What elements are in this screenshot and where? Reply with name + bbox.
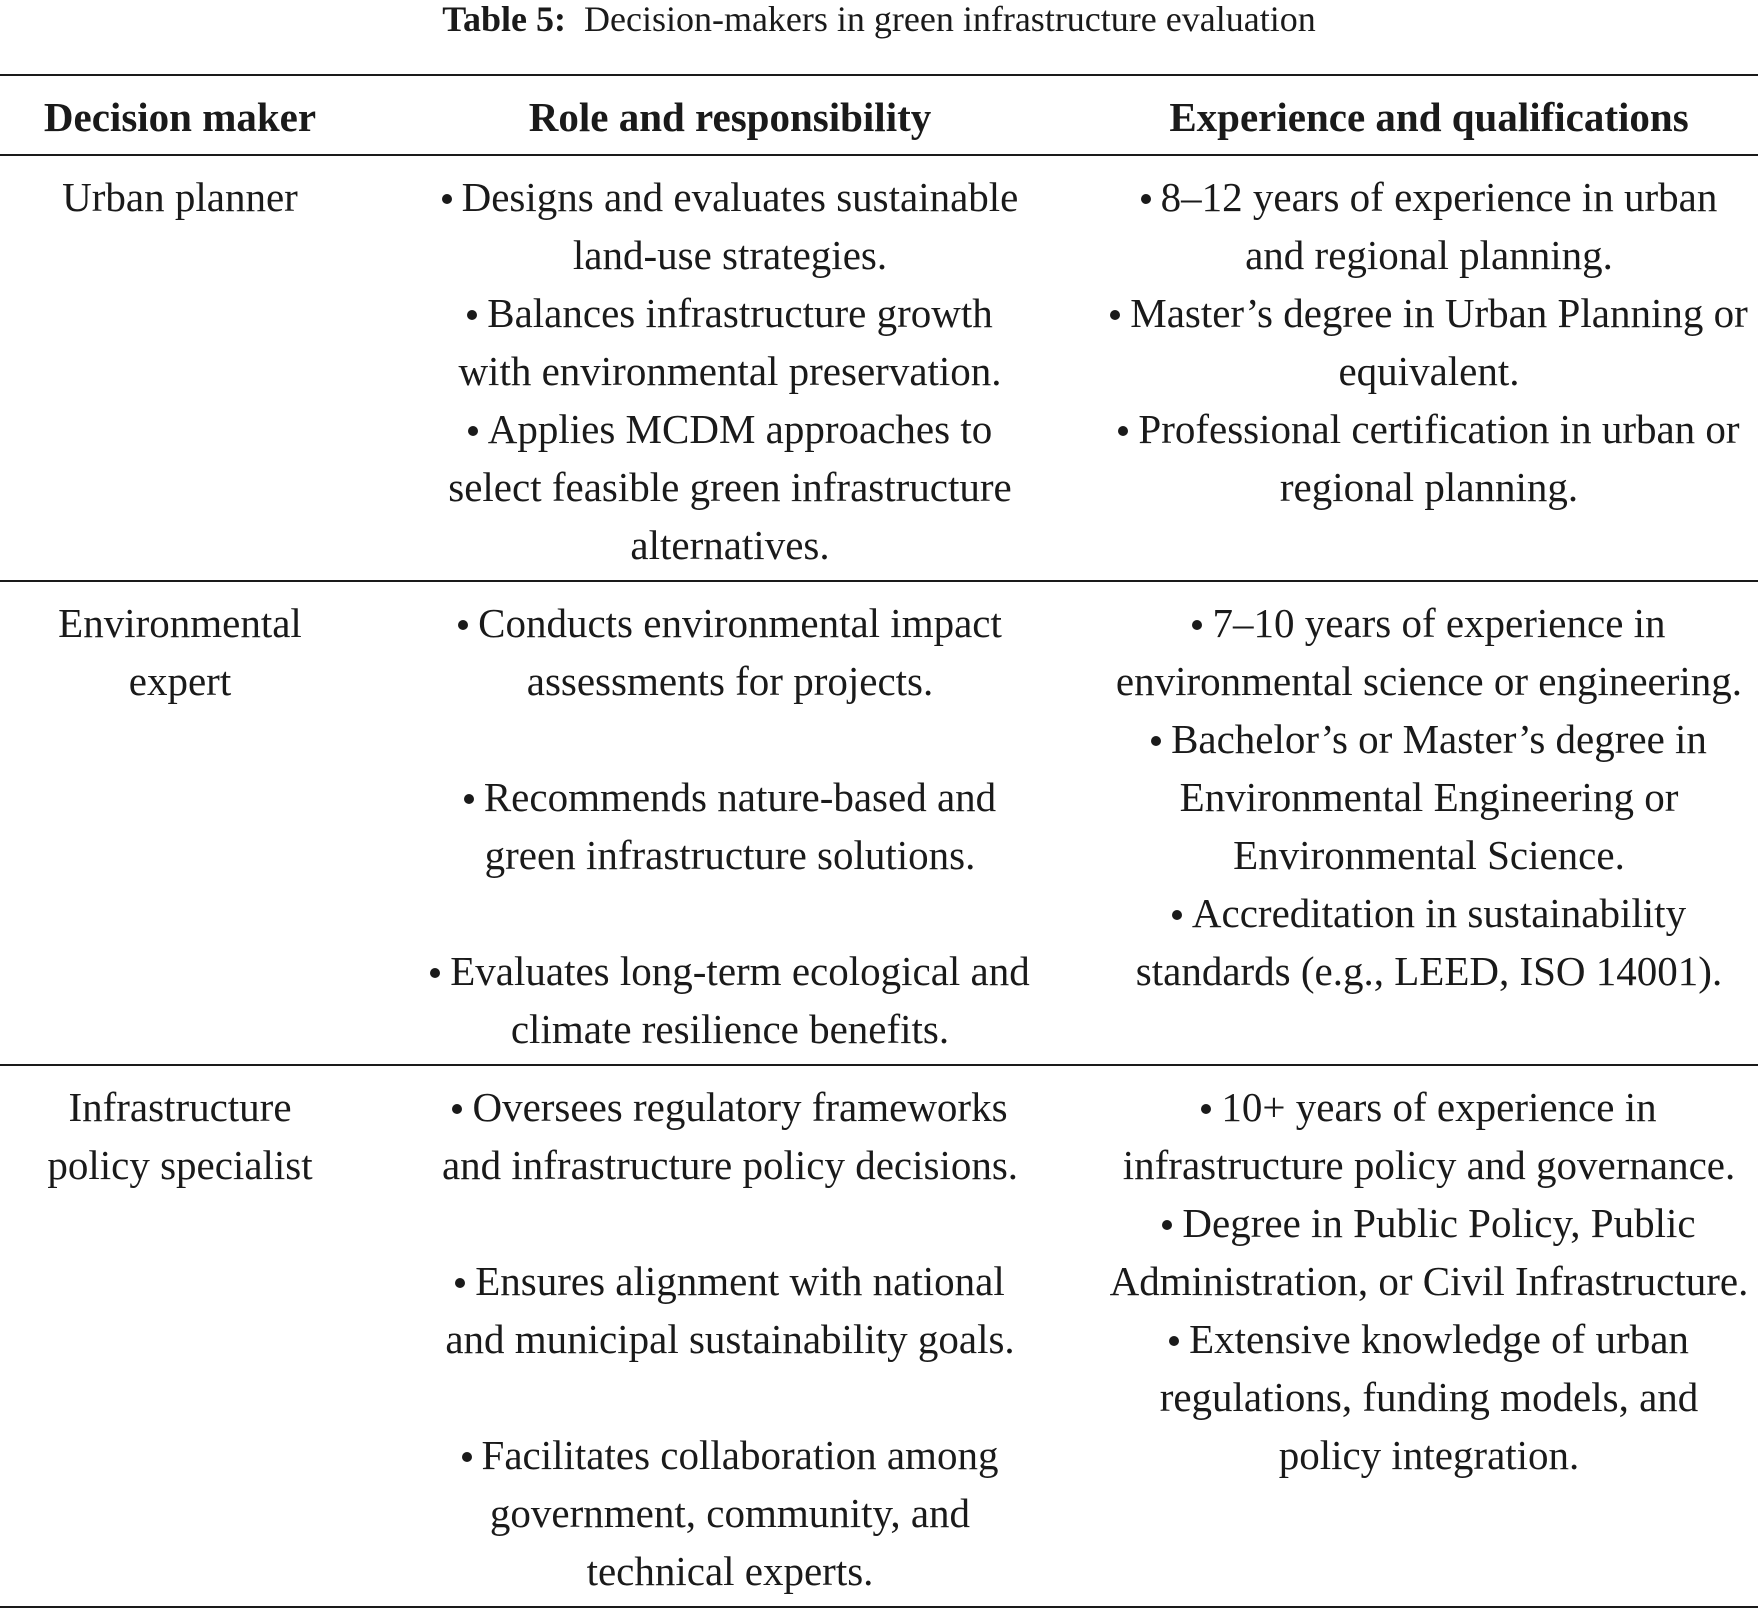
role-cell (360, 1065, 1100, 1607)
bullet-icon (462, 1452, 472, 1462)
role-cell (360, 155, 1100, 581)
table-title: Decision-makers in green infrastructure evaluation (583, 0, 1316, 39)
header-decision-maker: Decision maker (0, 75, 360, 155)
list-item: Master’s degree in Urban Planning or equivalent. (1109, 284, 1749, 400)
decision-makers-table (0, 74, 1758, 1608)
decision-maker-name: Environmental expert (58, 600, 302, 704)
list-item: Bachelor’s or Master’s degree in Environmental Engineering or Environmental Science. (1109, 710, 1749, 884)
list-item: Extensive knowledge of urban regulations, funding models, and policy integration. (1159, 1316, 1699, 1478)
table-row (0, 1065, 1758, 1607)
qualifications-cell (1100, 581, 1758, 1065)
list-item: Designs and evaluates sustainable land-use strategies. (430, 168, 1030, 284)
list-item: Evaluates long-term ecological and climate resilience benefits. (430, 942, 1030, 1058)
list-item: Ensures alignment with national and municipal sustainability goals. (445, 1258, 1015, 1362)
bullet-icon (468, 426, 478, 436)
list-item: 8–12 years of experience in urban and regional planning. (1109, 168, 1749, 284)
table-label: Table 5: (442, 0, 566, 39)
bullet-icon (452, 1104, 462, 1114)
list-item: Oversees regulatory frameworks and infrastructure policy decisions. (441, 1084, 1019, 1188)
list-item: Degree in Public Policy, Public Administration, or Civil Infrastructure. (1109, 1200, 1749, 1304)
bullet-icon (1110, 310, 1120, 320)
list-item: Recommends nature-based and green infrastructure solutions. (430, 768, 1030, 942)
bullet-icon (1118, 426, 1128, 436)
role-cell (360, 581, 1100, 1065)
header-row (0, 75, 1758, 155)
bullet-icon (458, 620, 468, 630)
table-row (0, 155, 1758, 581)
list-item: Applies MCDM approaches to select feasible green infrastructure alternatives. (448, 406, 1012, 568)
qualifications-cell (1100, 1065, 1758, 1607)
bullet-icon (464, 794, 474, 804)
table-caption (0, 0, 1758, 39)
decision-maker-name: Infrastructure policy specialist (47, 1084, 313, 1188)
list-item: 10+ years of experience in infrastructure policy and governance. (1122, 1084, 1736, 1188)
list-item: Facilitates collaboration among government, community, and technical experts. (430, 1426, 1030, 1600)
decision-maker-cell (0, 1065, 360, 1607)
list-item: Conducts environmental impact assessments for projects. (430, 594, 1030, 768)
bullet-icon (467, 310, 477, 320)
header-role-responsibility: Role and responsibility (360, 75, 1100, 155)
bullet-icon (455, 1278, 465, 1288)
bullet-icon (1201, 1104, 1211, 1114)
list-item: 7–10 years of experience in environmental science or engineering. (1115, 600, 1743, 704)
bullet-icon (1162, 1220, 1172, 1230)
qualifications-cell (1100, 155, 1758, 581)
bullet-icon (1169, 1336, 1179, 1346)
bullet-icon (1151, 736, 1161, 746)
decision-maker-name: Urban planner (62, 174, 298, 220)
decision-maker-cell (0, 155, 360, 581)
bullet-icon (442, 194, 452, 204)
list-item: Professional certification in urban or regional planning. (1109, 400, 1749, 516)
bullet-icon (430, 968, 440, 978)
bullet-icon (1141, 194, 1151, 204)
bullet-icon (1172, 910, 1182, 920)
list-item: Accreditation in sustainability standards (e.g., LEED, ISO 14001). (1135, 890, 1723, 994)
bullet-icon (1192, 620, 1202, 630)
decision-maker-cell (0, 581, 360, 1065)
list-item: Balances infrastructure growth with environmental preservation. (458, 290, 1002, 394)
table-row (0, 581, 1758, 1065)
header-experience-qualifications: Experience and qualifications (1100, 75, 1758, 155)
